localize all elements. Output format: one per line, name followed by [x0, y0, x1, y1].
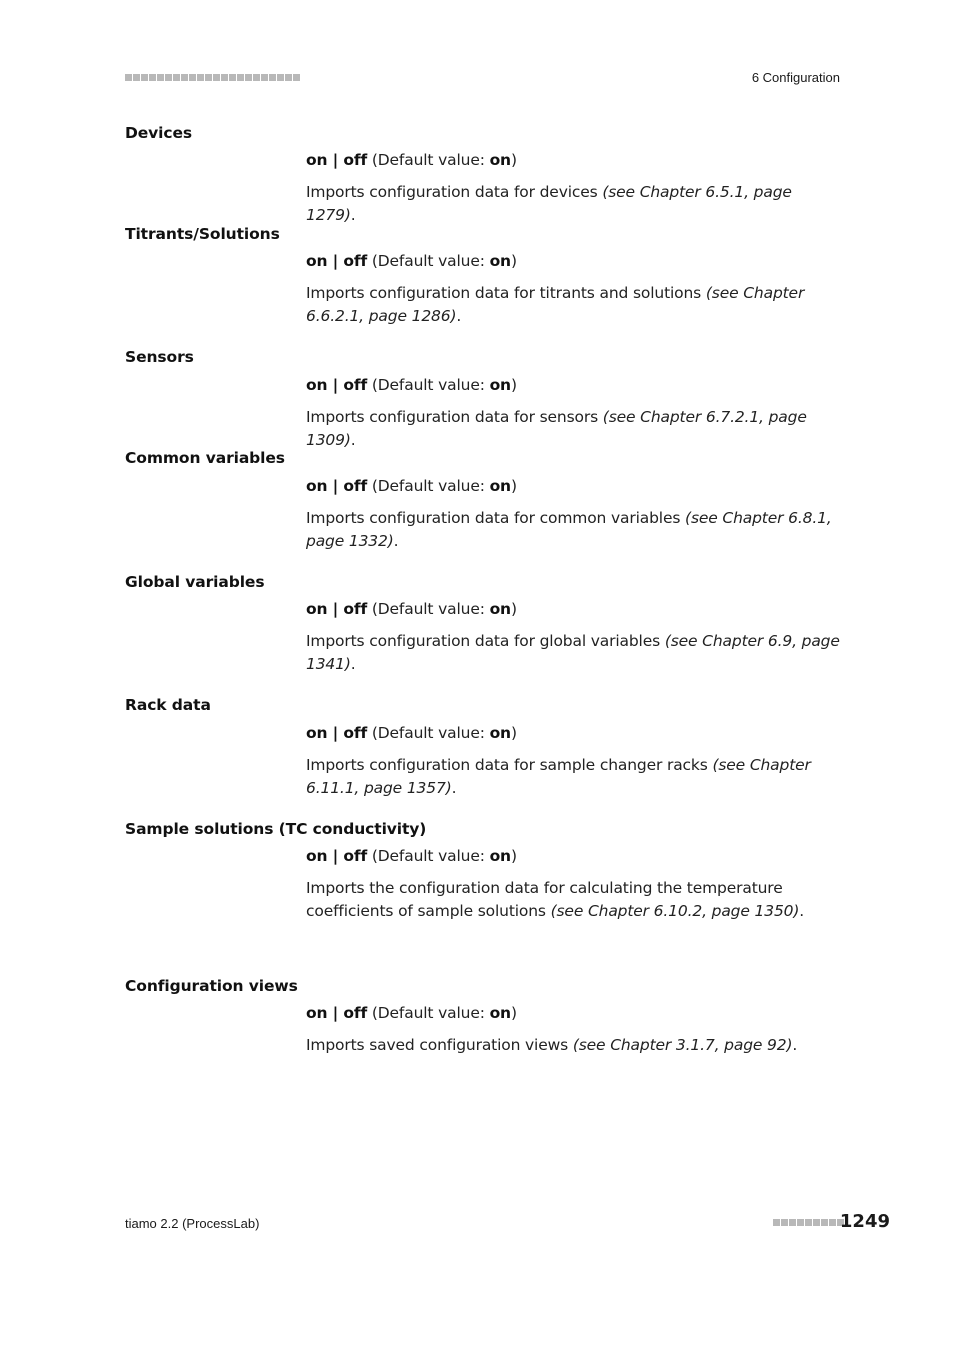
options-line: on | off (Default value: on) [306, 1004, 517, 1022]
default-value: on [489, 600, 511, 618]
default-value: on [489, 847, 511, 865]
entry-title-devices: Devices [125, 124, 193, 142]
entry-title-rack-data: Rack data [125, 696, 211, 714]
entry-body-common-variables [306, 475, 846, 553]
options-line: on | off (Default value: on) [306, 252, 517, 270]
decorative-square [813, 1219, 820, 1226]
default-label: (Default value: [367, 1004, 490, 1022]
entry-body-global-variables [306, 598, 846, 676]
decorative-square [781, 1219, 788, 1226]
decorative-square [229, 74, 236, 81]
decorative-square [285, 74, 292, 81]
default-label: (Default value: [367, 600, 490, 618]
description: Imports saved configuration views (see Chapter 3.1.7, page 92). [306, 1036, 798, 1054]
description: Imports the configuration data for calculating the temperature coefficients of sample solutions (see Chapter 6.10.2, page 1350). [306, 879, 805, 920]
decorative-square [293, 74, 300, 81]
decorative-square [197, 74, 204, 81]
options-value: on | off [306, 847, 368, 865]
decorative-square [181, 74, 188, 81]
decorative-square [245, 74, 252, 81]
entry-body-rack-data [306, 722, 846, 800]
default-value: on [489, 724, 511, 742]
decorative-square [277, 74, 284, 81]
cross-reference-link[interactable]: (see Chapter 6.11.1, page 1357) [306, 756, 811, 797]
entry-title-sample-solutions: Sample solutions (TC conductivity) [125, 820, 427, 838]
decorative-square [149, 74, 156, 81]
entry-title-common-variables: Common variables [125, 449, 285, 467]
default-label: (Default value: [367, 724, 490, 742]
description: Imports configuration data for titrants and solutions (see Chapter 6.6.2.1, page 1286). [306, 284, 805, 325]
description: Imports configuration data for sample changer racks (see Chapter 6.11.1, page 1357). [306, 756, 811, 797]
decorative-square [125, 74, 132, 81]
options-line: on | off (Default value: on) [306, 477, 517, 495]
cross-reference-link[interactable]: (see Chapter 6.10.2, page 1350) [550, 902, 800, 920]
default-label: (Default value: [367, 477, 490, 495]
decorative-square [141, 74, 148, 81]
decorative-square [821, 1219, 828, 1226]
cross-reference-link[interactable]: (see Chapter 6.8.1, page 1332) [306, 509, 832, 550]
options-value: on | off [306, 477, 368, 495]
description: Imports configuration data for common variables (see Chapter 6.8.1, page 1332). [306, 509, 832, 550]
decorative-square [261, 74, 268, 81]
cross-reference-link[interactable]: (see Chapter 6.7.2.1, page 1309) [306, 408, 807, 449]
options-line: on | off (Default value: on) [306, 847, 517, 865]
decorative-square [213, 74, 220, 81]
header-decoration [125, 74, 300, 81]
decorative-square [165, 74, 172, 81]
description: Imports configuration data for global variables (see Chapter 6.9, page 1341). [306, 632, 840, 673]
page-number: 1249 [839, 1211, 890, 1232]
decorative-square [237, 74, 244, 81]
entry-title-global-variables: Global variables [125, 573, 265, 591]
footer-decoration [773, 1219, 844, 1226]
decorative-square [829, 1219, 836, 1226]
options-value: on | off [306, 1004, 368, 1022]
options-line: on | off (Default value: on) [306, 376, 517, 394]
entry-body-configuration-views [306, 1002, 846, 1057]
entry-body-sensors [306, 374, 846, 452]
default-value: on [489, 151, 511, 169]
decorative-square [189, 74, 196, 81]
decorative-square [797, 1219, 804, 1226]
decorative-square [773, 1219, 780, 1226]
options-value: on | off [306, 376, 368, 394]
options-line: on | off (Default value: on) [306, 151, 517, 169]
decorative-square [205, 74, 212, 81]
cross-reference-link[interactable]: (see Chapter 6.6.2.1, page 1286) [306, 284, 805, 325]
decorative-square [221, 74, 228, 81]
decorative-square [789, 1219, 796, 1226]
options-value: on | off [306, 252, 368, 270]
default-value: on [489, 376, 511, 394]
entry-body-sample-solutions [306, 845, 846, 923]
cross-reference-link[interactable]: (see Chapter 6.9, page 1341) [306, 632, 840, 673]
decorative-square [157, 74, 164, 81]
cross-reference-link[interactable]: (see Chapter 3.1.7, page 92) [572, 1036, 793, 1054]
entry-title-configuration-views: Configuration views [125, 977, 298, 995]
running-header-chapter: 6 Configuration [751, 70, 840, 85]
entry-body-titrants-solutions [306, 250, 846, 328]
default-value: on [489, 1004, 511, 1022]
decorative-square [133, 74, 140, 81]
decorative-square [253, 74, 260, 81]
entry-title-sensors: Sensors [125, 348, 194, 366]
decorative-square [173, 74, 180, 81]
cross-reference-link[interactable]: (see Chapter 6.5.1, page 1279) [306, 183, 792, 224]
decorative-square [269, 74, 276, 81]
decorative-square [805, 1219, 812, 1226]
entry-title-titrants-solutions: Titrants/Solutions [125, 225, 280, 243]
options-line: on | off (Default value: on) [306, 724, 517, 742]
footer-product-name: tiamo 2.2 (ProcessLab) [125, 1216, 260, 1231]
description: Imports configuration data for devices (see Chapter 6.5.1, page 1279). [306, 183, 792, 224]
entry-body-devices [306, 149, 846, 227]
description: Imports configuration data for sensors (see Chapter 6.7.2.1, page 1309). [306, 408, 807, 449]
options-value: on | off [306, 724, 368, 742]
default-value: on [489, 252, 511, 270]
options-line: on | off (Default value: on) [306, 600, 517, 618]
options-value: on | off [306, 600, 368, 618]
default-label: (Default value: [367, 376, 490, 394]
default-label: (Default value: [367, 252, 490, 270]
options-value: on | off [306, 151, 368, 169]
default-label: (Default value: [367, 847, 490, 865]
default-value: on [489, 477, 511, 495]
default-label: (Default value: [367, 151, 490, 169]
